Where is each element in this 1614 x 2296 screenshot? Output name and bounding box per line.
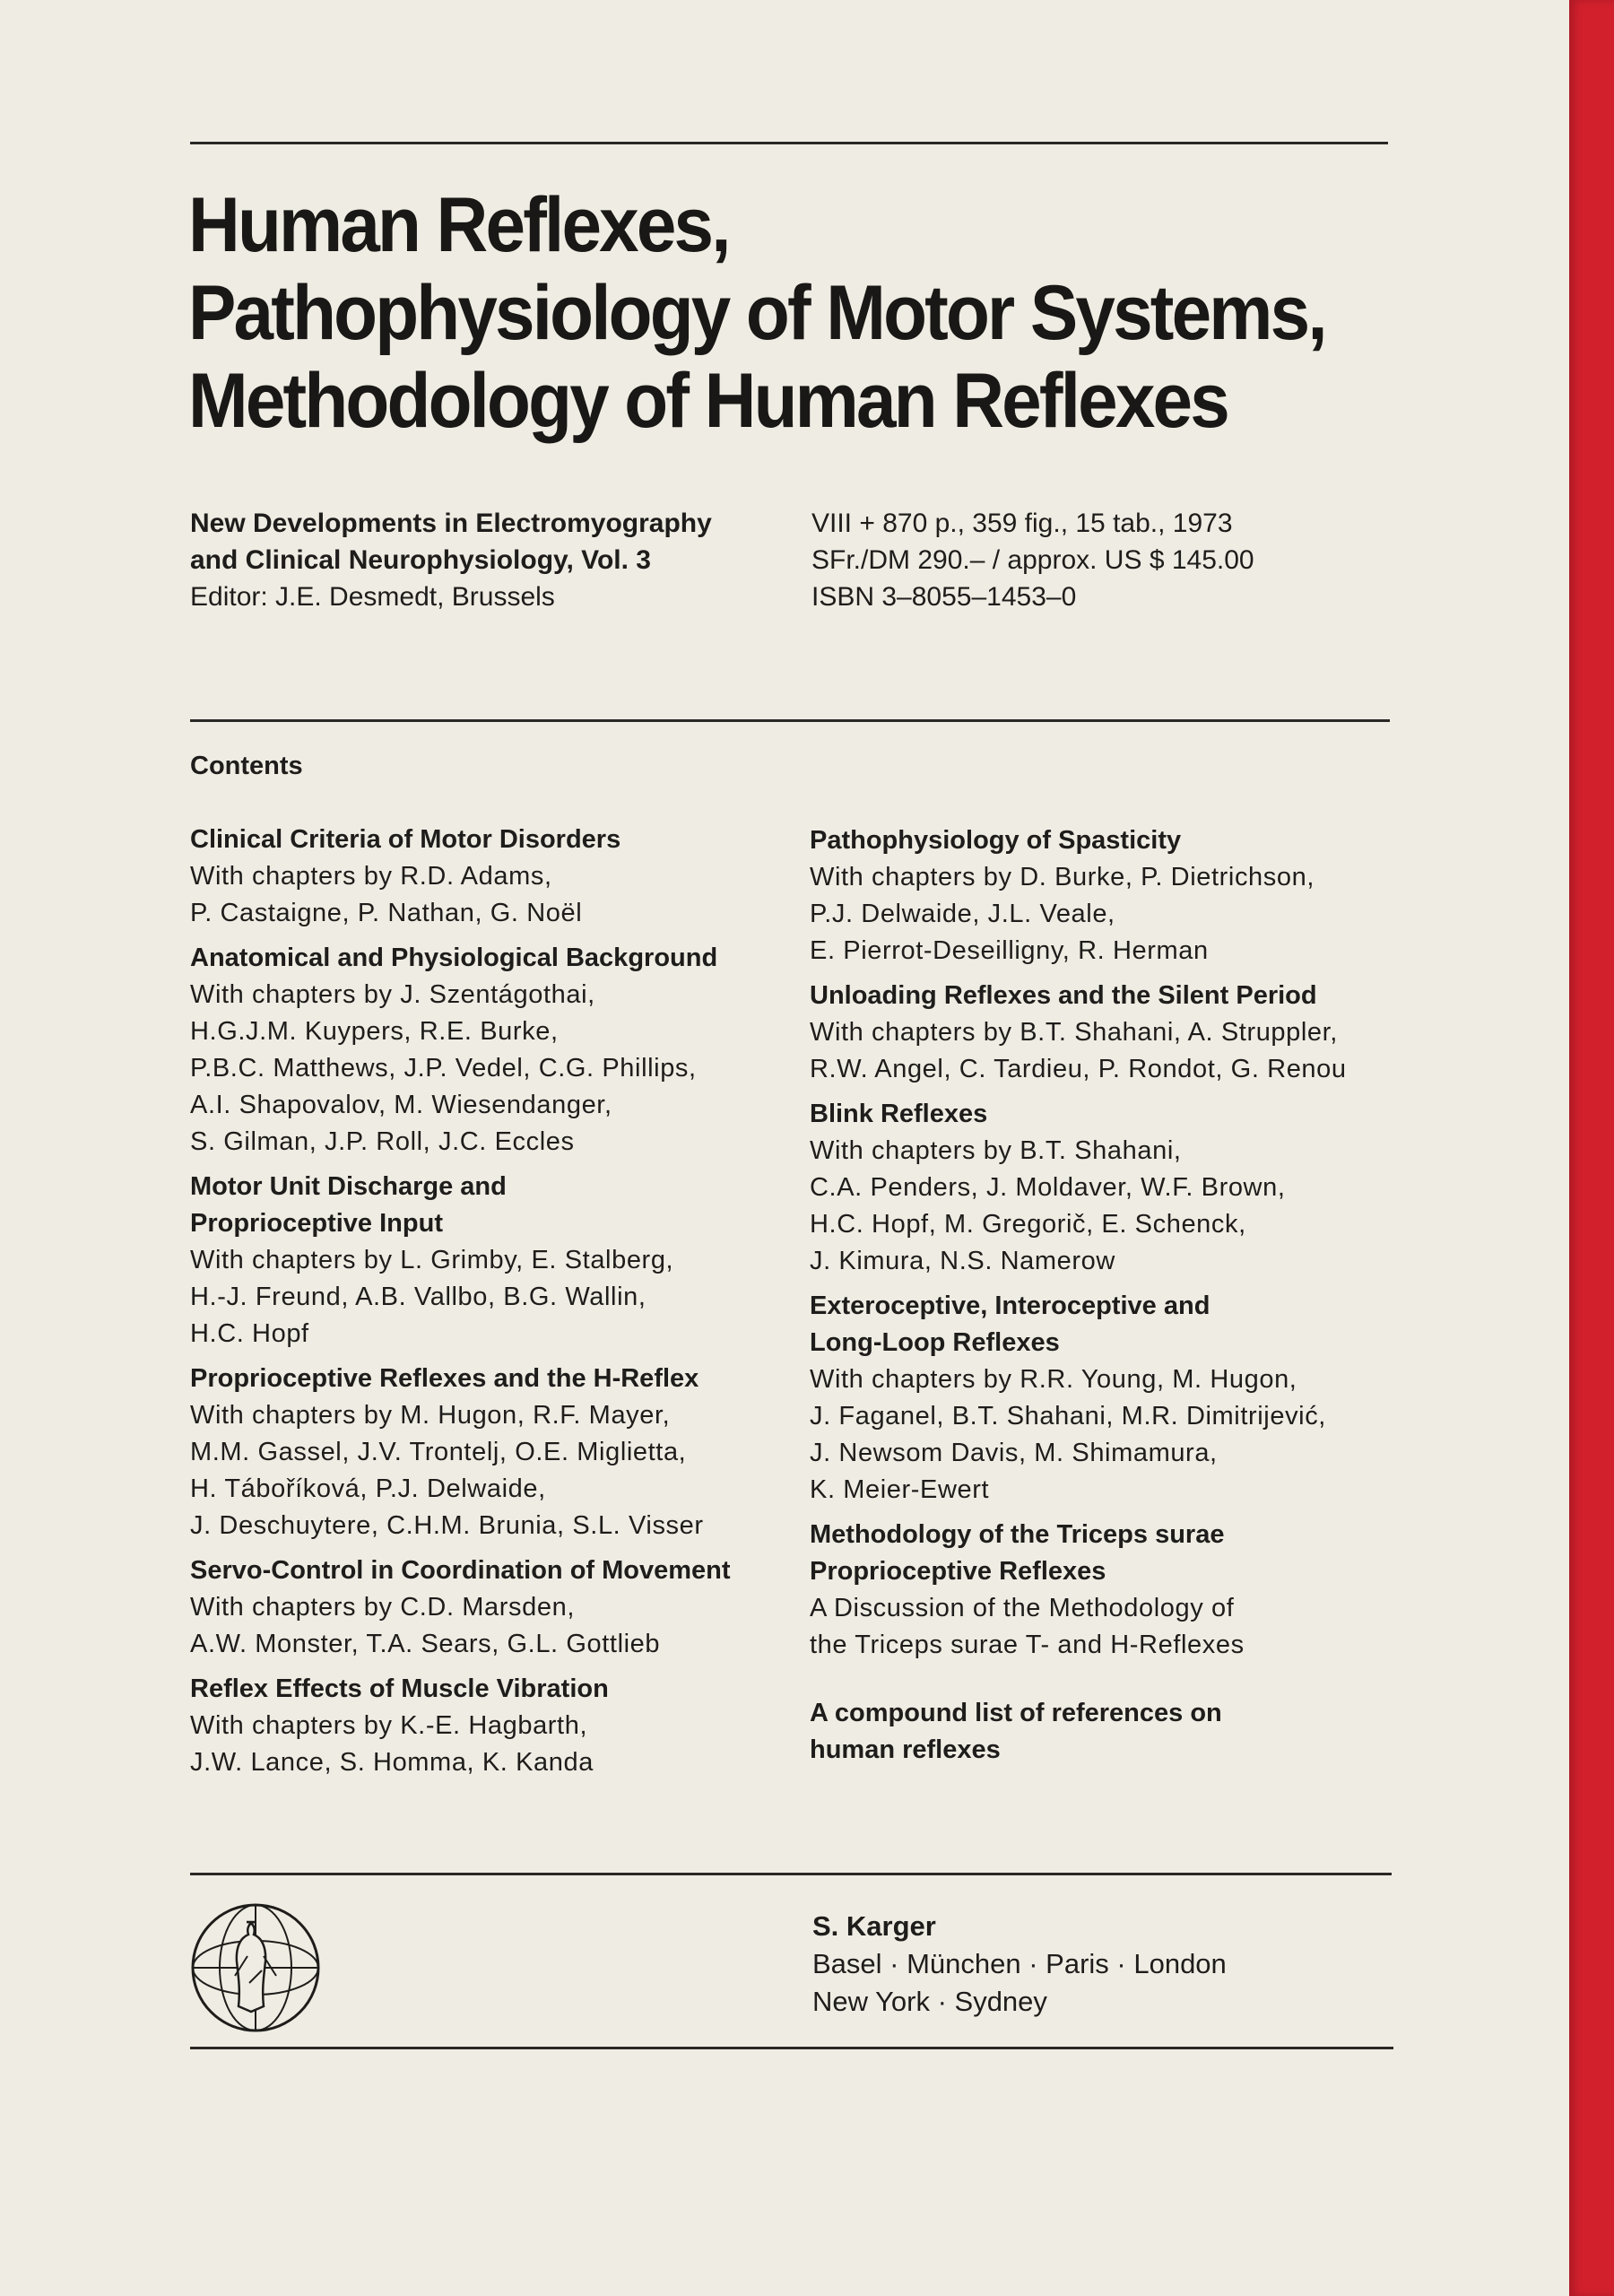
section-authors: J.W. Lance, S. Homma, K. Kanda [190,1748,594,1777]
section-heading: Anatomical and Physiological Background [190,944,718,972]
book-details [811,505,1394,615]
publisher-cities: New York · Sydney [812,1986,1047,2017]
page-count: VIII + 870 p., 359 fig., 15 tab., 1973 [811,509,1233,538]
contents-rule [190,719,1390,722]
section-authors: With chapters by C.D. Marsden, [190,1593,575,1622]
section-heading: Proprioceptive Reflexes and the H-Reflex [190,1364,699,1393]
contents-section [190,940,818,1161]
section-authors: P.B.C. Matthews, J.P. Vedel, C.G. Phillips, [190,1054,697,1083]
title-line: Methodology of Human Reflexes [188,358,1228,444]
section-authors: J. Kimura, N.S. Namerow [810,1247,1115,1275]
title-line: Human Reflexes, [188,182,729,268]
publisher-name: S. Karger [812,1910,936,1942]
contents-section [810,822,1437,970]
contents-heading: Contents [190,752,303,780]
section-authors: H.G.J.M. Kuypers, R.E. Burke, [190,1017,559,1046]
publisher-cities: Basel · München · Paris · London [812,1948,1227,1979]
section-heading: Methodology of the Triceps surae [810,1520,1225,1549]
references-note-line: A compound list of references on [810,1699,1222,1727]
bottom-rule-upper [190,1873,1392,1875]
section-heading: Reflex Effects of Muscle Vibration [190,1674,609,1703]
section-authors: A.I. Shapovalov, M. Wiesendanger, [190,1091,612,1119]
section-authors: H.C. Hopf, M. Gregorič, E. Schenck, [810,1210,1246,1239]
section-authors: S. Gilman, J.P. Roll, J.C. Eccles [190,1127,575,1156]
contents-section [810,1517,1437,1664]
section-authors: R.W. Angel, C. Tardieu, P. Rondot, G. Renou [810,1055,1347,1083]
section-authors: J. Deschuytere, C.H.M. Brunia, S.L. Visser [190,1511,704,1540]
section-authors: C.A. Penders, J. Moldaver, W.F. Brown, [810,1173,1286,1202]
section-authors: With chapters by J. Szentágothai, [190,980,595,1009]
section-authors: J. Faganel, B.T. Shahani, M.R. Dimitrijević, [810,1402,1326,1431]
contents-section [190,822,818,932]
red-spine-edge [1569,0,1614,2296]
section-authors: With chapters by B.T. Shahani, [810,1136,1182,1165]
section-authors: P. Castaigne, P. Nathan, G. Noël [190,899,583,927]
section-authors: K. Meier-Ewert [810,1475,990,1504]
publisher-block [812,1908,1227,2021]
section-authors: E. Pierrot-Deseilligny, R. Herman [810,936,1209,965]
top-rule [190,142,1388,144]
section-heading: Clinical Criteria of Motor Disorders [190,825,621,854]
contents-section [810,978,1437,1088]
isbn: ISBN 3–8055–1453–0 [811,582,1077,612]
series-info [190,505,800,615]
globe-figure-logo-icon [190,1902,321,2033]
section-authors: A Discussion of the Methodology of [810,1594,1235,1622]
section-authors: With chapters by R.D. Adams, [190,862,552,891]
section-authors: With chapters by M. Hugon, R.F. Mayer, [190,1401,671,1430]
contents-left-column [190,822,818,1789]
section-heading: Proprioceptive Input [190,1209,443,1238]
section-heading: Proprioceptive Reflexes [810,1557,1106,1586]
section-heading: Unloading Reflexes and the Silent Period [810,981,1317,1010]
contents-section [190,1671,818,1781]
section-authors: With chapters by D. Burke, P. Dietrichson, [810,863,1315,891]
section-heading: Blink Reflexes [810,1100,988,1128]
section-authors: J. Newsom Davis, M. Shimamura, [810,1439,1218,1467]
section-authors: With chapters by L. Grimby, E. Stalberg, [190,1246,674,1274]
section-authors: With chapters by K.-E. Hagbarth, [190,1711,588,1740]
contents-section [190,1169,818,1352]
section-authors: A.W. Monster, T.A. Sears, G.L. Gottlieb [190,1630,661,1658]
series-line: and Clinical Neurophysiology, Vol. 3 [190,545,651,575]
section-authors: P.J. Delwaide, J.L. Veale, [810,900,1115,928]
section-authors: the Triceps surae T- and H-Reflexes [810,1631,1245,1659]
references-note-line: human reflexes [810,1735,1001,1764]
series-line: New Developments in Electromyography [190,509,712,538]
section-heading: Motor Unit Discharge and [190,1172,507,1201]
contents-section [190,1361,818,1544]
section-authors: H.-J. Freund, A.B. Vallbo, B.G. Wallin, [190,1283,646,1311]
book-title [188,181,1356,445]
section-heading: Pathophysiology of Spasticity [810,826,1182,855]
contents-section [810,1096,1437,1280]
title-line: Pathophysiology of Motor Systems, [188,270,1325,356]
references-note [810,1695,1437,1769]
section-authors: With chapters by R.R. Young, M. Hugon, [810,1365,1297,1394]
price: SFr./DM 290.– / approx. US $ 145.00 [811,545,1254,575]
bottom-rule-lower [190,2047,1393,2049]
section-authors: H.C. Hopf [190,1319,309,1348]
section-authors: M.M. Gassel, J.V. Trontelj, O.E. Miglietta, [190,1438,687,1466]
contents-section [190,1552,818,1663]
section-authors: H. Táboříková, P.J. Delwaide, [190,1474,546,1503]
section-heading: Long-Loop Reflexes [810,1328,1060,1357]
section-heading: Exteroceptive, Interoceptive and [810,1292,1210,1320]
contents-right-column [810,822,1437,1777]
contents-section [810,1288,1437,1509]
section-authors: With chapters by B.T. Shahani, A. Struppler, [810,1018,1338,1047]
editor: Editor: J.E. Desmedt, Brussels [190,582,555,612]
section-heading: Servo-Control in Coordination of Movement [190,1556,731,1585]
